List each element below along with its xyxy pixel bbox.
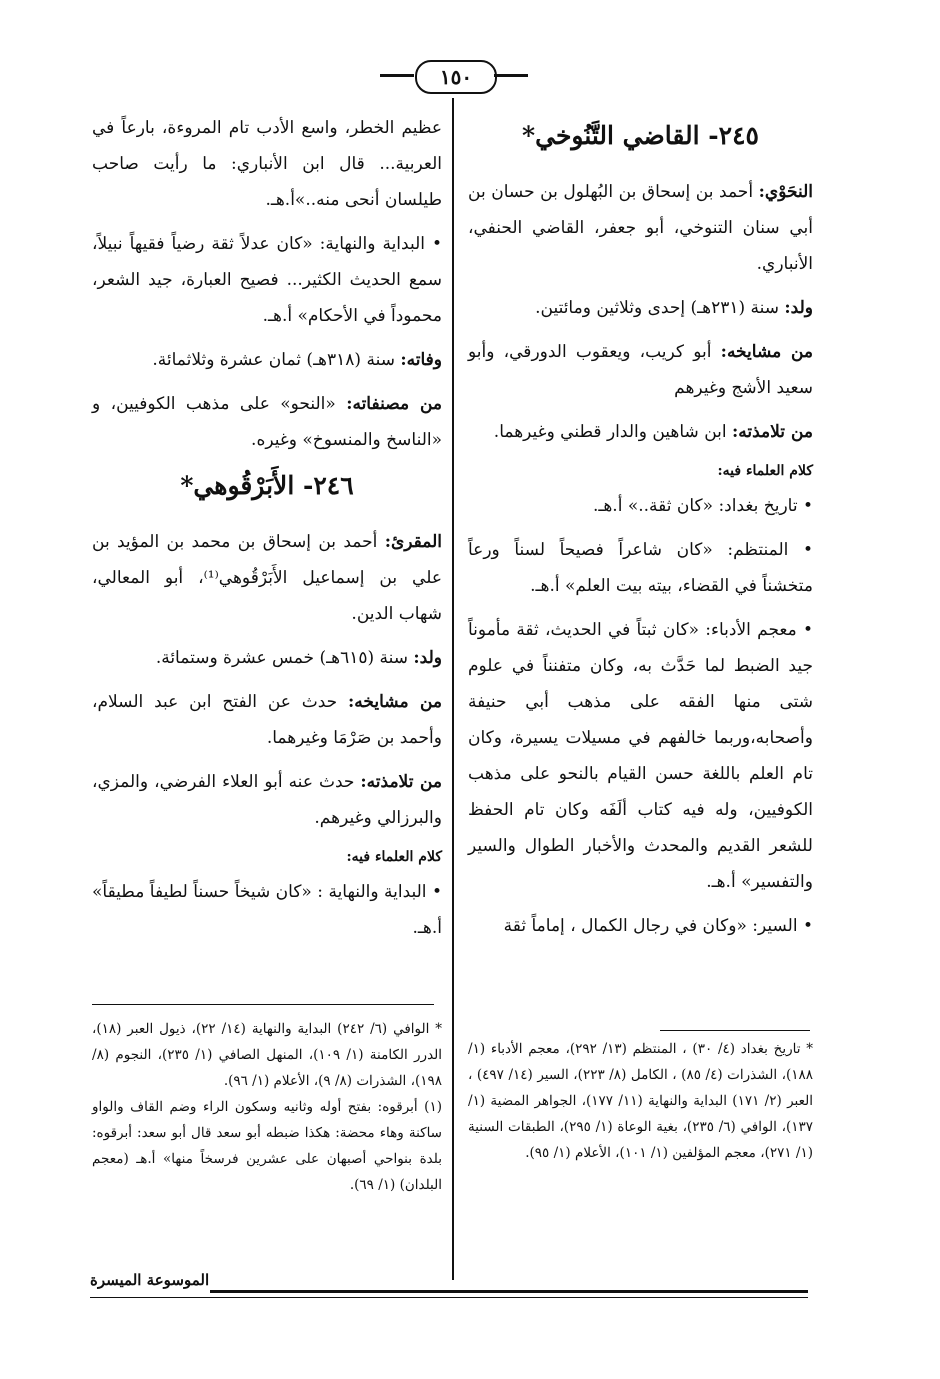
bio-paragraph [92,524,442,632]
field-label: ولد: [413,648,442,668]
footnote-right [468,1036,813,1166]
quote-paragraph: • السير: «وكان في رجال الكمال ، إماماً ثقة [503,916,813,936]
header-rule-left [380,74,414,77]
field-text: سنة (٢٣١هـ) إحدى وثلاثين ومائتين. [535,298,785,318]
footnote-rule-left [92,1004,434,1005]
page-number: ١٥٠ [415,60,497,94]
field-label: من مشايخه: [348,692,442,712]
students-paragraph [92,764,442,836]
field-text: أحمد بن إسحاق بن البُهلول بن حسان بن أبي سنان التنوخي، أبو جعفر، القاضي الحنفي، الأنباري. [468,182,813,274]
field-label: ولد: [784,298,813,318]
footnote-sources: * تاريخ بغداد (٤/ ٣٠) ، المنتظم (١٣/ ٢٩٢)، معجم الأدباء (١/ ١٨٨)، الشذرات (٤/ ٨٥) ، الكامل (٨/ ٢٢٣)، السير (١٤/ ٤٩٧) ، العبر (٢/ ١٧١) البداية والنهاية (١١/ ١٧٧)، الجواهر المضية (١/ ١٣٧)، الوافي (٦/ ٢٣٥)، بغية الوعاة (١/ ٢٩٥)، الطبقات السنية (١/ ٢٧١)، معجم المؤلفين (١/ ١٠١)، الأعلام (١/ ٩٥). [468,1041,814,1161]
field-label: المقرئ: [384,532,442,552]
field-label: من مشايخه: [720,342,813,362]
birth-paragraph [468,290,813,326]
works-paragraph [92,386,442,458]
quote-paragraph: • تاريخ بغداد: «كان ثقة..» أ.هـ. [592,496,813,516]
quote-paragraph: • معجم الأدباء: «كان ثبتاً في الحديث، ثقة مأموناً جيد الضبط لما حَدَّث به، وكان متفنناً في علوم شتى منها الفقه على مذهب أبي حنيفة وأصحابه،وربما خالفهم في مسيلات يسيرة، وكان تام العلم باللغة حسن القيام بالنحو على مذهب الكوفيين، وله فيه كتاب ألَفَه وكان تام الحفظ للشعر القديم والمحدث والأخبار الطوال والسير والتفسير» أ.هـ. [468,620,813,892]
teachers-paragraph [468,334,813,406]
continuation-paragraph: عظيم الخطر، واسع الأدب تام المروءة، بارعاً في العربية... قال ابن الأنباري: ما رأيت صاحب طيلسان أنحى منه..»أ.هـ. [92,118,442,210]
footnote-1: (١) أبرقوه: بفتح أوله وثانيه وسكون الراء وضم القاف والواو ساكنة وهاء محضة: هكذا ضبطه أبو سعد قال أبو سعد: أبرقوه: بلدة بنواحي أصبهان على عشرين فرسخاً منها» أ.هـ (معجم البلدان) (١/ ٦٩). [92,1099,442,1193]
field-text: ابن شاهين والدار قطني وغيرهما. [493,422,732,442]
bio-paragraph [468,174,813,282]
quote-paragraph: • المنتظم: «كان شاعراً فصيحاً لسناً ورعاً متخشناً في القضاء، بيته بيت العلم» أ.هـ. [468,540,813,596]
scholars-heading: كلام العلماء فيه: [346,849,442,865]
entry-heading-246: ٢٤٦- الأَبَرْقُوهي* [180,471,354,500]
field-label: النحَوْي: [758,182,813,202]
scholars-heading: كلام العلماء فيه: [717,463,813,479]
footnote-sources: * الوافي (٦/ ٢٤٢) البداية والنهاية (١٤/ ٢٢)، ذيول العبر (١٨)، الدرر الكامنة (١/ ١٠٩)، المنهل الصافي (١/ ٢٣٥)، النجوم (٨/ ١٩٨)، الشذرات (٨/ ٩)، الأعلام (١/ ٩٦). [92,1021,443,1089]
entry-heading-245: ٢٤٥- القاضي التَّنُوخي* [522,121,759,150]
field-text: حدث عن الفتح ابن عبد السلام، وأحمد بن صَرْمَا وغيرهما. [92,692,442,748]
field-label: وفاته: [400,350,442,370]
field-text: أبو كريب، ويعقوب الدورقي، وأبو سعيد الأشج وغيرهم [468,342,813,398]
quote-paragraph: • البداية والنهاية : «كان شيخاً حسناً لطيفاً مطيقاً» أ.هـ. [92,882,442,938]
students-paragraph [468,414,813,450]
footnote-left [92,1016,442,1198]
field-label: من مصنفاته: [346,394,442,414]
footnote-rule-right [660,1030,810,1031]
field-text: سنة (٣١٨هـ) ثمان عشرة وثلاثمائة. [152,350,401,370]
left-column [92,110,442,954]
header-rule-right [494,74,528,77]
right-column [468,110,813,952]
quote-paragraph: • البداية والنهاية: «كان عدلاً ثقة رضياً فقيهاً نبيلاً، سمع الحديث الكثير... فصيح العبارة، جيد الشعر، محموداً في الأحكام» أ.هـ. [92,234,442,326]
column-divider [452,98,454,1280]
field-label: من تلامذته: [360,772,442,792]
birth-paragraph [92,640,442,676]
field-text: سنة (٦١٥هـ) خمس عشرة وستمائة. [155,648,414,668]
footer-rule-thin [90,1297,808,1298]
footer-rule [210,1290,808,1293]
field-text: «النحو» على مذهب الكوفيين، و «الناسخ والمنسوخ» وغيره. [92,394,442,450]
teachers-paragraph [92,684,442,756]
field-text: حدث عنه أبو العلاء الفرضي، والمزي، والبرزالي وغيرهم. [92,772,442,828]
field-text: أحمد بن إسحاق بن محمد بن المؤيد بن علي بن إسماعيل الأَبَرْقُوهي⁽¹⁾، أبو المعالي، شهاب الدين. [92,532,442,624]
death-paragraph [92,342,442,378]
footer-title: الموسوعة الميسرة [90,1271,210,1289]
field-label: من تلامذته: [732,422,813,442]
